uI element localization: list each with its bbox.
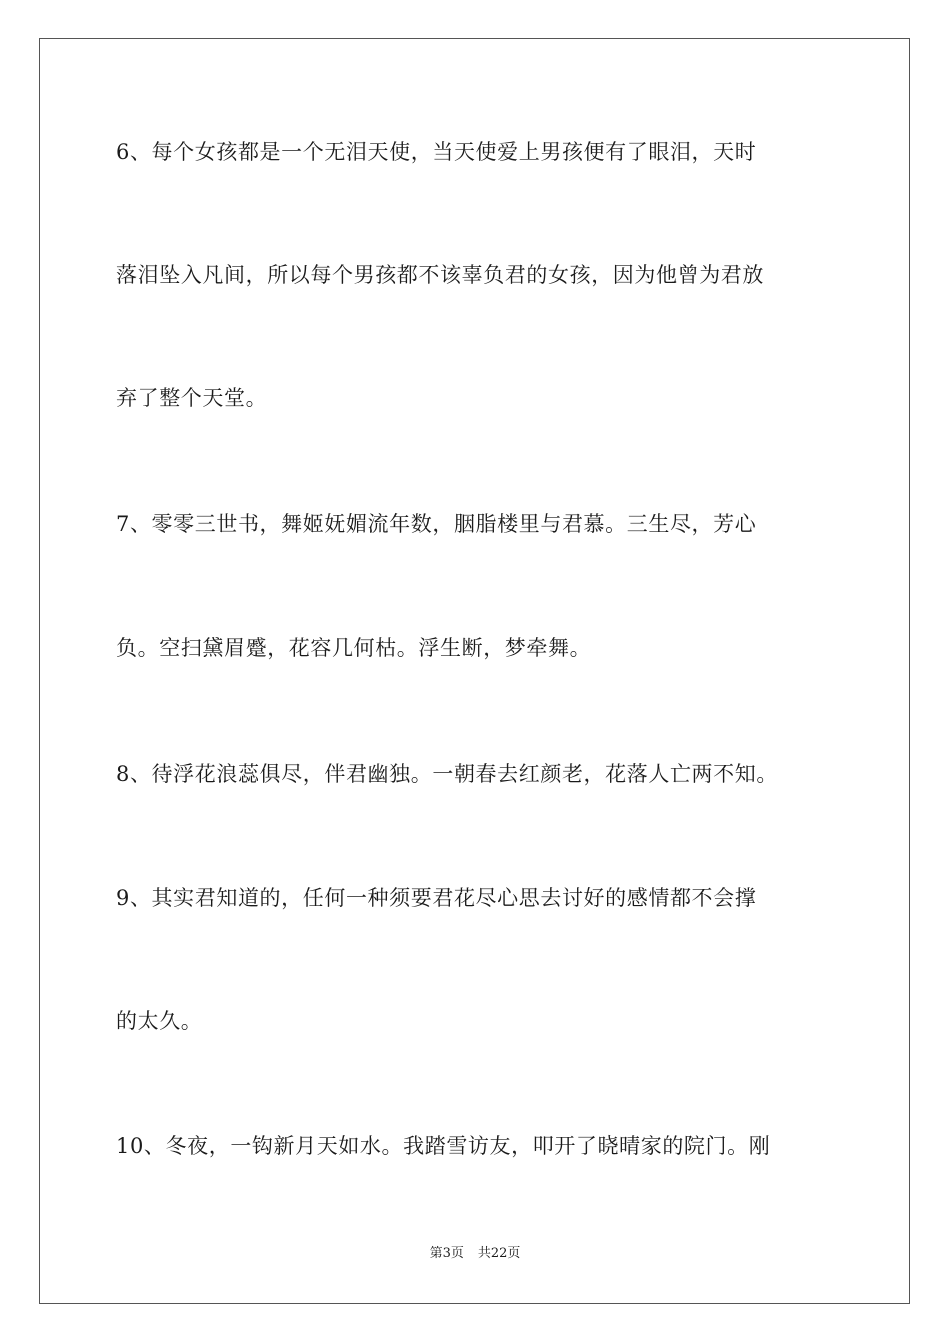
text-line: 负。空扫黛眉蹙，花容几何枯。浮生断，梦牵舞。 (116, 636, 592, 660)
page-number: 第3页 (429, 1246, 464, 1261)
page-border (39, 38, 910, 1304)
text-line: 10、冬夜，一钩新月天如水。我踏雪访友，叩开了晓晴家的院门。刚 (116, 1134, 771, 1158)
text-line: 的太久。 (116, 1009, 203, 1033)
text-line: 弃了整个天堂。 (116, 386, 268, 410)
text-line: 6、每个女孩都是一个无泪天使，当天使爱上男孩便有了眼泪，天时 (116, 140, 757, 164)
page-total: 共22页 (477, 1246, 521, 1261)
text-line: 落泪坠入凡间，所以每个男孩都不该辜负君的女孩，因为他曾为君放 (116, 263, 764, 287)
text-line: 7、零零三世书，舞姬妩媚流年数，胭脂楼里与君慕。三生尽，芳心 (116, 512, 757, 536)
text-line: 9、其实君知道的，任何一种须要君花尽心思去讨好的感情都不会撑 (116, 886, 757, 910)
page-footer (0, 1245, 950, 1263)
text-line: 8、待浮花浪蕊俱尽，伴君幽独。一朝春去红颜老，花落人亡两不知。 (116, 762, 778, 786)
